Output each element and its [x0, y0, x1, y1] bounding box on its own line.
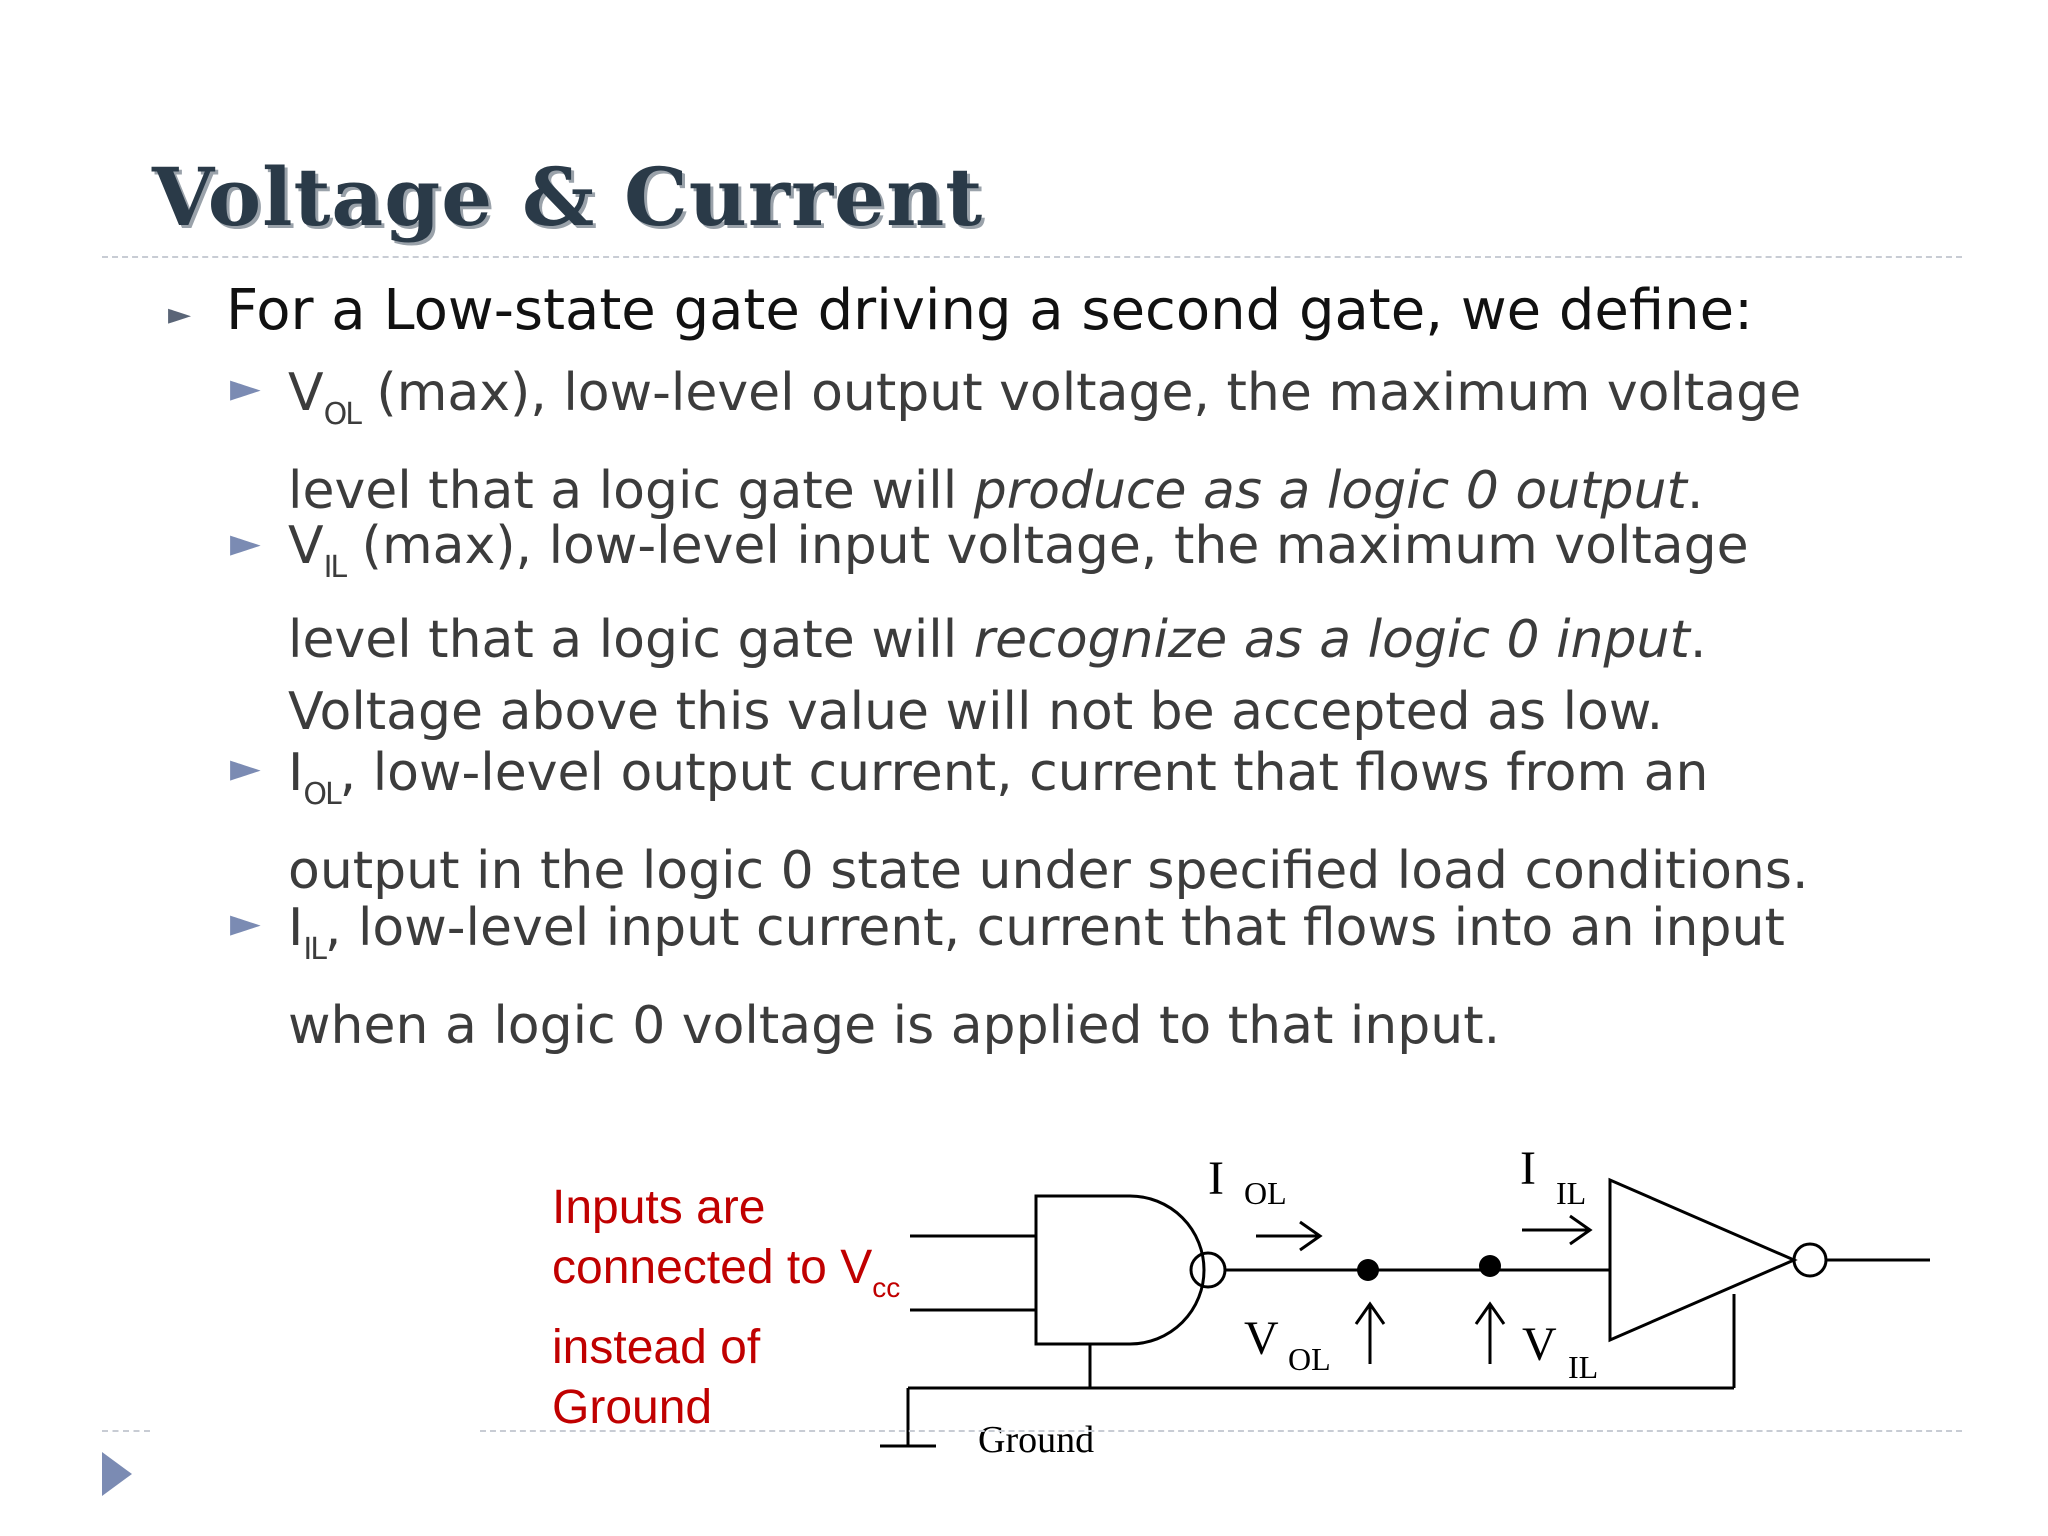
subscript: OL: [323, 397, 360, 432]
triangle-bullet-icon: ►: [230, 520, 261, 566]
bullet-line: Voltage above this value will not be accepted as low.: [288, 682, 1664, 742]
label-v-il-sub: IL: [1568, 1349, 1599, 1385]
arrow-up-icon: [1356, 1304, 1384, 1364]
symbol: I: [288, 743, 304, 803]
inverter-gate: [1610, 1180, 1794, 1340]
bullet-line: , low-level input current, current that flows into an input: [324, 898, 1785, 958]
inverter-bubble: [1794, 1244, 1826, 1276]
note-line: connected to V: [552, 1241, 873, 1294]
footer-divider: [480, 1430, 1962, 1432]
bullet-line: (max), low-level output voltage, the maximum voltage: [359, 363, 1802, 423]
symbol: V: [288, 363, 324, 423]
label-v-ol-main: V: [1244, 1312, 1279, 1365]
triangle-bullet-icon: ►: [230, 900, 261, 946]
slide-title: Voltage & Current: [152, 150, 984, 244]
label-i-ol-main: I: [1208, 1152, 1224, 1205]
bullet-line: level that a logic gate will: [288, 610, 974, 670]
nand-gate: [1036, 1196, 1204, 1344]
label-i-il-sub: IL: [1556, 1175, 1587, 1211]
label-i-ol-sub: OL: [1244, 1175, 1287, 1211]
bullet-line: level that a logic gate will: [288, 461, 974, 521]
note-line: Inputs are: [552, 1181, 766, 1234]
arrow-right-icon: [1256, 1222, 1320, 1250]
bullet-line: when a logic 0 voltage is applied to that input.: [288, 996, 1501, 1056]
bullet-line: output in the logic 0 state under specified load conditions.: [288, 841, 1809, 901]
bullet-line: , low-level output current, current that flows from an: [339, 743, 1709, 803]
nand-bubble: [1191, 1253, 1225, 1287]
label-ground: Ground: [978, 1419, 1095, 1461]
arrow-right-icon: [1522, 1216, 1590, 1244]
punctuation: .: [1686, 461, 1704, 521]
symbol: I: [288, 898, 304, 958]
subscript: IL: [323, 550, 346, 585]
bullet-line: (max), low-level input voltage, the maximum voltage: [345, 516, 1749, 576]
footer-divider: [102, 1430, 150, 1432]
symbol: V: [288, 516, 324, 576]
triangle-bullet-icon: ►: [230, 365, 261, 411]
note-line: instead of: [552, 1321, 761, 1374]
punctuation: .: [1689, 610, 1707, 670]
node-dot: [1357, 1259, 1379, 1281]
triangle-bullet-icon: ►: [168, 297, 192, 332]
subscript: OL: [303, 777, 340, 812]
intro-text: For a Low-state gate driving a second gate, we define:: [226, 278, 1753, 343]
note-line: Ground: [552, 1381, 713, 1434]
label-v-ol-sub: OL: [1288, 1341, 1331, 1377]
subscript: cc: [872, 1272, 901, 1303]
play-arrow-icon[interactable]: [102, 1452, 132, 1496]
label-i-il-main: I: [1520, 1142, 1536, 1195]
label-v-il-main: V: [1522, 1318, 1557, 1371]
triangle-bullet-icon: ►: [230, 745, 261, 791]
emphasis-text: produce as a logic 0 output: [973, 461, 1687, 521]
emphasis-text: recognize as a logic 0 input: [973, 610, 1690, 670]
node-dot: [1479, 1255, 1501, 1277]
subscript: IL: [303, 932, 325, 967]
arrow-up-icon: [1476, 1304, 1504, 1364]
